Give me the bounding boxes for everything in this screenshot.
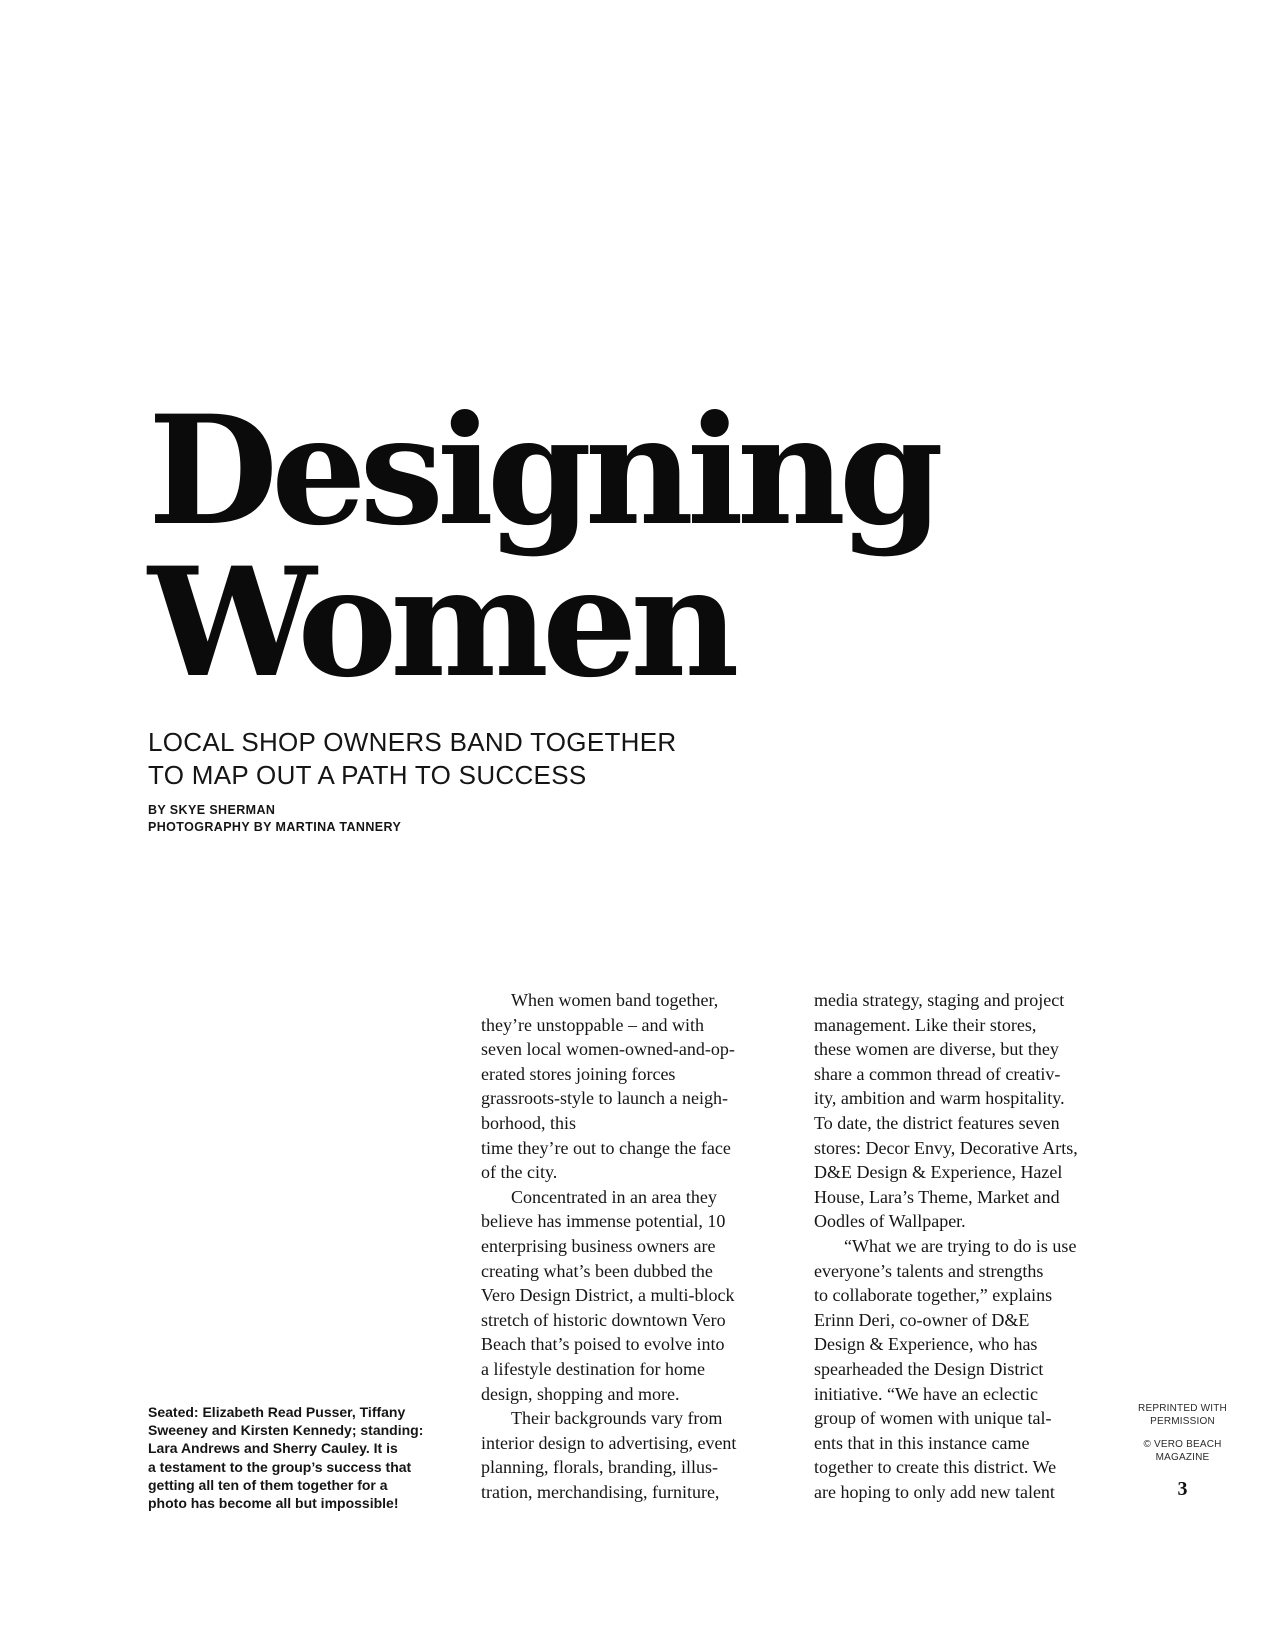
caption-line: a testament to the group’s success that: [148, 1458, 412, 1475]
body-line: tration, merchandising, furniture,: [481, 1481, 720, 1502]
body-line: management. Like their stores,: [814, 1014, 1037, 1035]
body-line: share a common thread of creativ-: [814, 1063, 1061, 1084]
body-column-2: [814, 988, 1114, 1504]
body-line: Design & Experience, who has: [814, 1334, 1038, 1355]
byline: BY SKYE SHERMAN: [148, 803, 276, 817]
body-column-1: [481, 988, 781, 1504]
body-line: Vero Design District, a multi-block: [481, 1285, 735, 1306]
body-line: Beach that’s poised to evolve into: [481, 1334, 725, 1355]
body-line: media strategy, staging and project: [814, 990, 1065, 1010]
body-line: Their backgrounds vary from: [511, 1408, 723, 1429]
body-line: interior design to advertising, event: [481, 1432, 737, 1453]
photo-caption: [148, 1403, 448, 1512]
body-line: together to create this district. We: [814, 1457, 1057, 1478]
body-line: Concentrated in an area they: [511, 1186, 717, 1207]
copyright-line: © VERO BEACH: [1143, 1439, 1222, 1450]
body-line: D&E Design & Experience, Hazel: [814, 1162, 1063, 1183]
body-line: Oodles of Wallpaper.: [814, 1211, 966, 1232]
article-credits: [148, 802, 401, 836]
body-line: group of women with unique tal-: [814, 1408, 1052, 1429]
article-headline: [148, 383, 937, 711]
body-line: To date, the district features seven: [814, 1112, 1060, 1133]
body-line: seven local women-owned-and-op-: [481, 1039, 735, 1060]
body-line: a lifestyle destination for home: [481, 1358, 705, 1379]
body-line: grassroots-style to launch a neigh-: [481, 1088, 728, 1109]
caption-line: photo has become all but impossible!: [148, 1495, 399, 1512]
caption-line: getting all ten of them together for a: [148, 1476, 388, 1493]
reprint-line: REPRINTED WITH: [1138, 1403, 1227, 1414]
body-line: of the city.: [481, 1162, 558, 1183]
caption-line: Sweeney and Kirsten Kennedy; standing:: [148, 1422, 424, 1439]
page-number: 3: [1177, 1478, 1188, 1500]
body-line: to collaborate together,” explains: [814, 1285, 1053, 1306]
body-line: creating what’s been dubbed the: [481, 1260, 713, 1281]
body-line: planning, florals, branding, illus-: [481, 1457, 718, 1478]
caption-line: Seated: Elizabeth Read Pusser, Tiffany: [148, 1404, 406, 1420]
body-line: everyone’s talents and strengths: [814, 1260, 1044, 1281]
body-line: ents that in this instance came: [814, 1432, 1030, 1453]
deck-line-1: LOCAL SHOP OWNERS BAND TOGETHER: [148, 727, 677, 757]
reprint-line: PERMISSION: [1150, 1416, 1215, 1427]
body-line: House, Lara’s Theme, Market and: [814, 1186, 1060, 1207]
body-line: they’re unstoppable – and with: [481, 1014, 704, 1035]
body-line: these women are diverse, but they: [814, 1039, 1059, 1060]
headline-line-2: Women: [148, 535, 733, 711]
deck-line-2: TO MAP OUT A PATH TO SUCCESS: [148, 760, 587, 790]
body-line: believe has immense potential, 10: [481, 1211, 726, 1232]
reprint-notice: [1130, 1402, 1235, 1464]
body-line: erated stores joining forces: [481, 1063, 676, 1084]
body-line: time they’re out to change the face: [481, 1137, 731, 1158]
body-line: borhood, this: [481, 1112, 577, 1133]
headline-line-1: Designing: [148, 383, 937, 559]
photo-credit: PHOTOGRAPHY BY MARTINA TANNERY: [148, 820, 402, 834]
copyright-line: MAGAZINE: [1155, 1452, 1210, 1463]
body-line: enterprising business owners are: [481, 1235, 716, 1256]
body-line: spearheaded the Design District: [814, 1358, 1044, 1379]
body-line: ity, ambition and warm hospitality.: [814, 1088, 1065, 1109]
body-line: “What we are trying to do is use: [844, 1235, 1077, 1256]
body-line: are hoping to only add new talent: [814, 1481, 1055, 1502]
body-line: Erinn Deri, co-owner of D&E: [814, 1309, 1030, 1330]
body-line: initiative. “We have an eclectic: [814, 1383, 1038, 1404]
body-line: design, shopping and more.: [481, 1383, 680, 1404]
caption-line: Lara Andrews and Sherry Cauley. It is: [148, 1440, 398, 1457]
body-line: When women band together,: [511, 990, 719, 1010]
reprint-spacer: [1130, 1428, 1235, 1438]
body-line: stores: Decor Envy, Decorative Arts,: [814, 1137, 1078, 1158]
article-deck: [148, 726, 676, 792]
body-line: stretch of historic downtown Vero: [481, 1309, 726, 1330]
